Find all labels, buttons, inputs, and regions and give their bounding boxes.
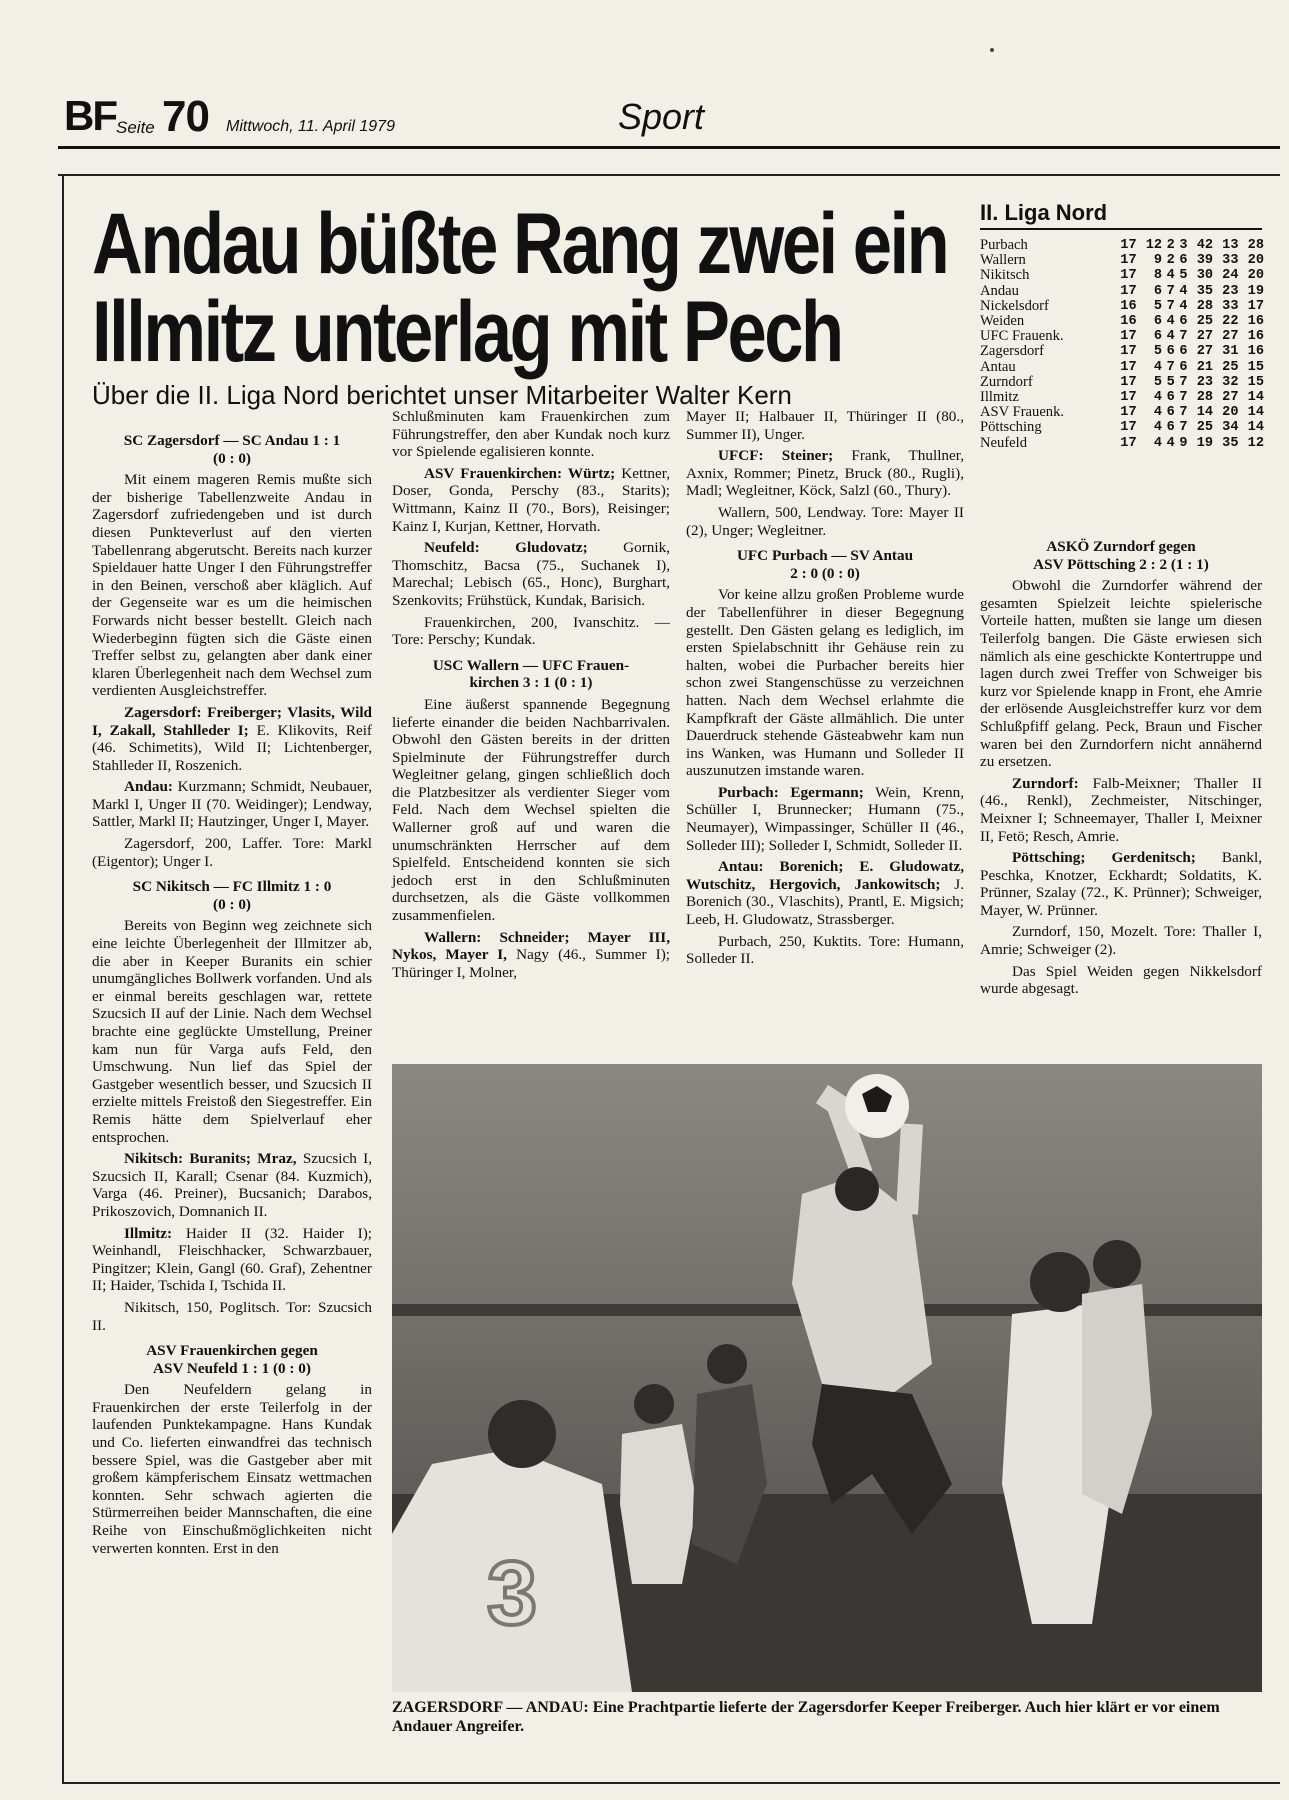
table-value: 4 (1179, 298, 1188, 314)
table-value: 23 (1222, 283, 1239, 299)
table-value: 35 (1222, 435, 1239, 451)
match-report: Den Neufeldern gelang in Frauenkirchen der erste Teilerfolg in der laufenden Punktekampagne. Hans Kundak und Co. lieferten einwandfrei das technisch bessere Spiel, was die Gastgeber aber mit großem kämpferischem Einsatz wettmachen konnten. Sehr schwach agierten die Stürmerreihen beider Mannschaften, die eine Reihe von Einschußmöglichkeiten nicht verwerten konnten. Erst in den (92, 1381, 372, 1557)
lineup: Illmitz: Haider II (32. Haider I); Weinhandl, Fleischhacker, Schwarzbauer, Pingitzer; Klein, Gangl (60. Graf), Zehentner II; Haider, Tschida I, Tschida II. (92, 1224, 372, 1295)
lineup: ASV Frauenkirchen: Würtz; Kettner, Doser, Gonda, Perschy (83., Starits); Wittmann, Kainz II (70., Bors), Reisinger; Kainz I, Kurjan, Kettner, Horvath. (392, 464, 670, 535)
match-heading: SC Nikitsch — FC Illmitz 1 : 0 (0 : 0) (132, 878, 332, 913)
table-value: 7 (1179, 374, 1188, 390)
match-stats: Wallern, 500, Lendway. Tore: Mayer II (2), Unger; Wegleitner. (686, 503, 964, 539)
table-value: 27 (1222, 329, 1239, 345)
table-value: 4 (1153, 405, 1163, 421)
league-table (980, 238, 1264, 451)
table-value: 6 (1153, 283, 1163, 299)
table-value: 7 (1166, 283, 1175, 299)
lineup: Nikitsch: Buranits; Mraz, Szucsich I, Szucsich II, Karall; Csenar (84. Kuzmich), Varga (46. Preiner), Bucsanich; Darabos, Prikoszovich, Domnanich II. (92, 1150, 372, 1220)
table-value: 4 (1153, 420, 1163, 436)
team-name: Weiden (980, 313, 1025, 330)
table-value: 27 (1196, 329, 1214, 345)
table-value: 16 (1247, 314, 1264, 330)
table-value: 32 (1222, 374, 1239, 390)
match-heading: ASV Frauenkirchen gegen ASV Neufeld 1 : 1 (0 : 0) (146, 1342, 318, 1377)
league-table-row (980, 299, 1264, 314)
table-value: 19 (1196, 435, 1214, 451)
table-value: 4 (1153, 390, 1163, 406)
table-value: 5 (1153, 344, 1163, 360)
table-value: 6 (1179, 253, 1188, 269)
table-value: 17 (1120, 374, 1137, 390)
photo-caption: ZAGERSDORF — ANDAU: Eine Prachtpartie lieferte der Zagersdorfer Keeper Freiberger. Auch hier klärt er vor einem Andauer Angreifer. (392, 1699, 1220, 1735)
lineup: UFCF: Steiner; Frank, Thullner, Axnix, Rommer; Pinetz, Bruck (80., Rugli), Madl; Wegleitner, Köck, Salzl (60., Thury). (686, 447, 964, 500)
article-column-1 (92, 424, 372, 1561)
print-speck (990, 48, 994, 52)
team-name: Pöttsching (980, 419, 1042, 436)
cancelled-match-note: Das Spiel Weiden gegen Nikkelsdorf wurde abgesagt. (980, 962, 1262, 998)
table-value: 17 (1120, 283, 1137, 299)
lineup: Andau: Kurzmann; Schmidt, Neubauer, Markl I, Unger II (70. Weidinger); Lendway, Sattler, Markl II; Hautzinger, Unger I, Mayer. (92, 778, 372, 831)
table-value: 9 (1179, 435, 1188, 451)
team-name: Illmitz (980, 389, 1019, 406)
table-value: 8 (1153, 268, 1163, 284)
table-value: 3 (1179, 238, 1188, 253)
table-value: 4 (1166, 435, 1175, 451)
table-value: 31 (1222, 344, 1239, 360)
match-report: Eine äußerst spannende Begegnung lieferte einander die beiden Nachbarrivalen. Obwohl den Gästen bereits in der dritten Spielminute der Führungstreffer durch Wegleitner gelang, gingen schließlich doch die Platzbesitzer als verdienter Sieger vom Feld. Nach dem Wechsel spielten die Wallerner groß auf und waren die unumschränkten Herrscher auf dem Spielfeld. Entscheidend konnten sie sich jedoch erst in den Schlußminuten durchsetzen, als die Gäste vollkommen zusammenfielen. (392, 695, 670, 925)
table-value: 4 (1153, 435, 1163, 451)
table-value: 2 (1166, 253, 1175, 269)
table-value: 7 (1166, 298, 1175, 314)
lineup: Antau: Borenich; E. Gludowatz, Wutschitz, Hergovich, Jankowitsch; J. Borenich (30., Vlaschits), Prantl, E. Migsich; Leeb, H. Gludowatz, Strassberger. (686, 858, 964, 929)
league-table-row (980, 375, 1264, 390)
league-table-row (980, 405, 1264, 420)
match-photo (392, 1064, 1262, 1692)
table-value: 6 (1166, 420, 1175, 436)
table-value: 5 (1153, 374, 1163, 390)
table-value: 17 (1120, 344, 1137, 360)
match-stats: Purbach, 250, Kuktits. Tore: Humann, Solleder II. (686, 932, 964, 968)
newspaper-logo: BF (64, 92, 116, 139)
table-value: 4 (1166, 268, 1175, 284)
table-value: 7 (1179, 329, 1188, 345)
table-value: 6 (1179, 314, 1188, 330)
table-value: 7 (1166, 359, 1175, 375)
league-table-row (980, 390, 1264, 405)
match-heading: SC Zagersdorf — SC Andau 1 : 1 (0 : 0) (123, 432, 341, 467)
table-value: 20 (1247, 253, 1264, 269)
team-name: Neufeld (980, 434, 1028, 451)
table-value: 6 (1166, 344, 1175, 360)
table-value: 5 (1179, 268, 1188, 284)
match-heading: USC Wallern — UFC Frauen- kirchen 3 : 1 (0 : 1) (432, 656, 630, 692)
page-label: Seite (116, 118, 155, 137)
masthead-rule (58, 146, 1280, 149)
league-table-row (980, 314, 1264, 329)
match-photo-illustration (392, 1064, 1262, 1692)
article-column-4 (980, 530, 1262, 1002)
match-stats: Nikitsch, 150, Poglitsch. Tor: Szucsich II. (92, 1298, 372, 1334)
team-name: Nickelsdorf (980, 297, 1049, 314)
table-value: 17 (1120, 359, 1137, 375)
team-name: Nikitsch (980, 267, 1030, 284)
team-name: UFC Frauenk. (980, 328, 1064, 345)
table-value: 14 (1196, 405, 1214, 421)
table-value: 27 (1196, 344, 1214, 360)
team-name: Antau (980, 358, 1016, 375)
table-value: 19 (1247, 283, 1264, 299)
team-name: ASV Frauenk. (980, 404, 1065, 421)
table-value: 6 (1153, 314, 1163, 330)
table-value: 12 (1145, 238, 1163, 253)
match-report: Obwohl die Zurndorfer während der gesamten Spielzeit leichte spielerische Vorteile hatten, mußten sie lange um diesen Teilerfolg bangen. Die Gäste erwiesen sich nämlich als eine geschickte Kontertruppe und lagen durch zwei Treffer von Schweiger bis kurz vor Spielende knapp in Front, ehe Amrie der erlösende Ausgleichstreffer kurz vor dem Schlußpfiff gelang. Peck, Braun und Fischer waren bei den Zurndorfern nicht annähernd zu ersetzen. (980, 577, 1262, 771)
league-table-row (980, 253, 1264, 268)
table-value: 15 (1247, 359, 1264, 375)
table-value: 6 (1179, 359, 1188, 375)
table-value: 24 (1222, 268, 1239, 284)
table-value: 16 (1247, 344, 1264, 360)
team-name: Zagersdorf (980, 343, 1045, 360)
league-table-title: II. Liga Nord (980, 200, 1108, 225)
subheadline: Über die II. Liga Nord berichtet unser Mitarbeiter Walter Kern (92, 380, 792, 410)
team-name: Purbach (980, 237, 1028, 253)
article-frame-left (62, 174, 64, 1784)
table-value: 6 (1166, 390, 1175, 406)
table-value: 25 (1222, 359, 1239, 375)
table-value: 2 (1166, 238, 1175, 253)
article-frame-top (58, 174, 1280, 176)
table-value: 14 (1247, 390, 1264, 406)
table-value: 22 (1222, 314, 1239, 330)
table-value: 17 (1247, 298, 1264, 314)
table-value: 17 (1120, 420, 1137, 436)
table-value: 28 (1196, 390, 1214, 406)
table-value: 30 (1196, 268, 1214, 284)
league-table-row (980, 238, 1264, 253)
table-value: 14 (1247, 420, 1264, 436)
league-table-row (980, 360, 1264, 375)
match-report: Vor keine allzu großen Probleme wurde der Tabellenführer in dieser Begegnung gestellt. Den Gästen gelang es lediglich, im ersten Spielabschnitt ihr Gehäuse rein zu halten, wobei die Purbacher bereits hier schon zwei Stangenschüsse zu verzeichnen hatten. Nach dem Wechsel erlahmte die Kampfkraft der Gäste allmählich. Die unter Dauerdruck stehende Gästeabwehr kam nun ins Wanken, was Humann und Solleder II auszunutzen imstande waren. (686, 586, 964, 780)
table-value: 20 (1222, 405, 1239, 421)
table-value: 16 (1120, 298, 1137, 314)
section-title: Sport (618, 96, 705, 137)
table-value: 20 (1247, 268, 1264, 284)
article-column-2 (392, 408, 670, 985)
table-value: 7 (1179, 405, 1188, 421)
table-value: 17 (1120, 405, 1137, 421)
team-name: Zurndorf (980, 373, 1033, 390)
table-value: 34 (1222, 420, 1239, 436)
league-table-row (980, 284, 1264, 299)
table-value: 7 (1179, 390, 1188, 406)
lineup-continued: Mayer II; Halbauer II, Thüringer II (80., Summer II), Unger. (686, 408, 964, 443)
table-value: 14 (1247, 405, 1264, 421)
table-value: 6 (1179, 344, 1188, 360)
article-column-3 (686, 408, 964, 972)
jersey-number: 3 (487, 1544, 538, 1644)
table-value: 4 (1166, 329, 1175, 345)
match-report: Bereits von Beginn weg zeichnete sich eine leichte Überlegenheit der Illmitzer ab, die aber in Keeper Buranits ein schier unumgängliches Bollwerk vorfanden. Und als er einmal bereits geschlagen war, rettete Szucsich II auf der Linie. Nach dem Wechsel brachte eine geglückte Umstellung, Preiner kam nun für Varga aufs Feld, den Umschwung. Nun lief das Spiel der Gastgeber wesentlich besser, und Szucsich II erzielte mittels Freistoß den Siegestreffer. Ein Remis hätte dem Spielverlauf eher entsprochen. (92, 917, 372, 1146)
table-value: 42 (1196, 238, 1214, 253)
table-value: 9 (1153, 253, 1163, 269)
article-frame-bottom (62, 1782, 1280, 1784)
match-heading: UFC Purbach — SV Antau 2 : 0 (0 : 0) (736, 547, 914, 582)
match-heading: ASKÖ Zurndorf gegen ASV Pöttsching 2 : 2 (1 : 1) (1033, 538, 1209, 573)
table-value: 13 (1222, 238, 1239, 253)
table-value: 21 (1196, 359, 1214, 375)
table-value: 16 (1120, 314, 1137, 330)
lineup: Purbach: Egermann; Wein, Krenn, Schüller I, Brunnecker; Humann (75., Neumayer), Wimpassinger, Schüller II (46., Solleder III); Solleder I, Schmidt, Solleder II. (686, 783, 965, 854)
table-value: 15 (1247, 374, 1264, 390)
lineup: Wallern: Schneider; Mayer III, Nykos, Mayer I, Nagy (46., Summer I); Thüringer I, Molner, (392, 928, 670, 981)
match-stats: Zurndorf, 150, Mozelt. Tore: Thaller I, Amrie; Schweiger (2). (980, 923, 1262, 959)
table-value: 17 (1120, 238, 1137, 253)
table-value: 28 (1247, 238, 1264, 253)
table-value: 28 (1196, 298, 1214, 314)
page-number: 70 (162, 92, 209, 141)
table-value: 33 (1222, 253, 1239, 269)
table-value: 25 (1196, 420, 1214, 436)
team-name: Andau (980, 282, 1019, 299)
table-value: 17 (1120, 390, 1137, 406)
lineup: Zagersdorf: Freiberger; Vlasits, Wild I, Zakall, Stahlleder I; E. Klikovits, Reif (46. Schimetits), Wild II; Lichtenberger, Stahlleder II, Roszenich. (92, 703, 372, 774)
headline-line-1: Andau büßte Rang zwei ein (92, 196, 948, 292)
league-table-row (980, 420, 1264, 435)
table-value: 39 (1196, 253, 1214, 269)
team-name: Wallern (980, 252, 1026, 269)
table-value: 12 (1247, 435, 1264, 451)
table-value: 17 (1120, 329, 1137, 345)
table-value: 6 (1153, 329, 1163, 345)
table-value: 4 (1179, 283, 1188, 299)
table-value: 35 (1196, 283, 1214, 299)
league-table-row (980, 344, 1264, 359)
match-report-continued: Schlußminuten kam Frauenkirchen zum Führungstreffer, den aber Kundak noch kurz vor Spielende egalisieren konnte. (392, 408, 670, 461)
table-value: 7 (1179, 420, 1188, 436)
league-table-row (980, 268, 1264, 283)
table-value: 17 (1120, 253, 1137, 269)
match-stats: Zagersdorf, 200, Laffer. Tore: Markl (Eigentor); Unger I. (92, 835, 372, 870)
league-table-rule (980, 228, 1262, 230)
league-table-row (980, 329, 1264, 344)
table-value: 16 (1247, 329, 1264, 345)
table-value: 4 (1153, 359, 1163, 375)
table-value: 17 (1120, 435, 1137, 451)
table-value: 23 (1196, 374, 1214, 390)
match-report: Mit einem mageren Remis mußte sich der bisherige Tabellenzweite Andau in Zagersdorf zufriedengeben und ist durch diesen Punkteverlust auf den vierten Tabellenrang abgerutscht. Bereits nach kurzer Spieldauer hatte Unger I den Führungstreffer in den Beinen, verschoß aber kläglich. Auf der Gegenseite war es um die heimischen Forwards nicht besser bestellt. Gleich nach Wiederbeginn fügten sich die Gäste einen Treffer selbst zu, gelangten aber dank einer klaren Überlegenheit nach dem Wechsel zum verdienten Ausgleichstreffer. (92, 471, 372, 700)
table-value: 17 (1120, 268, 1137, 284)
issue-date: Mittwoch, 11. April 1979 (226, 118, 395, 135)
match-stats: Frauenkirchen, 200, Ivanschitz. — Tore: Perschy; Kundak. (392, 613, 670, 649)
lineup: Neufeld: Gludovatz; Gornik, Thomschitz, Bacsa (75., Suchanek I), Marechal; Lebisch (65., Honc), Burghart, Szenkovits; Frühstück, Kundak, Barisich. (392, 539, 670, 609)
lineup: Pöttsching; Gerdenitsch; Bankl, Peschka, Knotzer, Eckhardt; Soldatits, K. Prünner, Szalay (72., K. Prünner); Schweiger, Mayer, W. Prünner. (980, 849, 1262, 919)
table-value: 4 (1166, 314, 1175, 330)
lineup: Zurndorf: Falb-Meixner; Thaller II (46., Renkl), Zechmeister, Nitschinger, Meixner I; Schneemayer, Thaller I, Meixner II, Fetö; Resch, Amrie. (980, 774, 1262, 845)
headline-line-2: Illmitz unterlag mit Pech (92, 284, 842, 380)
table-value: 25 (1196, 314, 1214, 330)
league-table-row (980, 436, 1264, 451)
table-value: 6 (1166, 405, 1175, 421)
table-value: 27 (1222, 390, 1239, 406)
table-value: 5 (1153, 298, 1163, 314)
table-value: 33 (1222, 298, 1239, 314)
table-value: 5 (1166, 374, 1175, 390)
headline (92, 196, 948, 380)
